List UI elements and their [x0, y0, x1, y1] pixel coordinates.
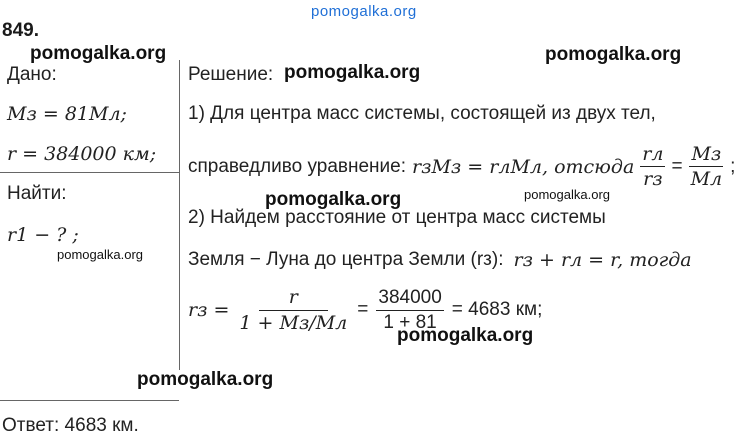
solution-step1-text: справедливо уравнение: [188, 155, 406, 177]
calc-numerator-symbolic: r [259, 286, 328, 311]
fraction-r-ratio [640, 143, 665, 190]
fraction-r-numerator: rл [642, 143, 664, 165]
calc-denominator-numeric: 1 + 81 [383, 311, 437, 333]
watermark: pomogalka.org [397, 325, 534, 346]
watermark: pomogalka.org [265, 189, 402, 210]
fraction-m-numerator: Mз [691, 143, 722, 165]
problem-number: 849. [2, 20, 39, 41]
calc-denominator-symbolic: 1 + Mз/Mл [239, 312, 348, 334]
solution-step2: 2) Найдем расстояние от центра масс системы [188, 207, 606, 228]
fraction-m-ratio [689, 143, 725, 190]
calc-lhs: rз = [188, 299, 230, 321]
watermark: pomogalka.org [545, 44, 682, 65]
given-mass-ratio: Mз = 81Mл; [7, 103, 127, 125]
solution-step1-equation-line: справедливо уравнение: rзMз = rлMл, отсюда $\frac{rл}{rз}$ = $\frac{Mз}{Mл}$ ; [188, 143, 735, 190]
watermark: pomogalka.org [30, 43, 167, 64]
divider-answer [0, 400, 179, 401]
given-distance: r = 384000 км; [7, 143, 157, 165]
watermark: pomogalka.org [284, 62, 421, 83]
watermark-top: pomogalka.org [311, 3, 417, 20]
solution-step2-equation: rз + rл = r, тогда [513, 249, 692, 271]
solution-calculation: rз = $\frac{r}{1 + Mз/Mл}$ = $\frac{384000}{1 + 81}$ = 4683 км; [188, 286, 543, 334]
solution-step2-line [188, 249, 692, 271]
find-unknown: r1 − ? ; [7, 224, 79, 246]
watermark-small: pomogalka.org [524, 187, 610, 202]
solution-label: Решение: [188, 64, 274, 85]
divider-vertical [179, 60, 180, 370]
given-label: Дано: [7, 64, 57, 85]
find-label: Найти: [7, 183, 67, 204]
calc-numerator-numeric: 384000 [376, 287, 443, 311]
answer-line: Ответ: 4683 км. [2, 415, 139, 436]
solution-step1-equation: rзMз = rлMл, отсюда [412, 155, 635, 178]
divider-given-find [0, 172, 179, 173]
calc-result: = 4683 км; [451, 299, 543, 320]
solution-step2-text: Земля − Луна до центра Земли (rз): [188, 249, 504, 270]
calc-fraction-symbolic [237, 286, 349, 334]
watermark: pomogalka.org [137, 369, 274, 390]
watermark-small: pomogalka.org [57, 247, 143, 262]
fraction-r-denominator: rз [643, 168, 663, 190]
fraction-m-denominator: Mл [690, 168, 723, 190]
solution-step1: 1) Для центра масс системы, состоящей из двух тел, [188, 103, 656, 124]
